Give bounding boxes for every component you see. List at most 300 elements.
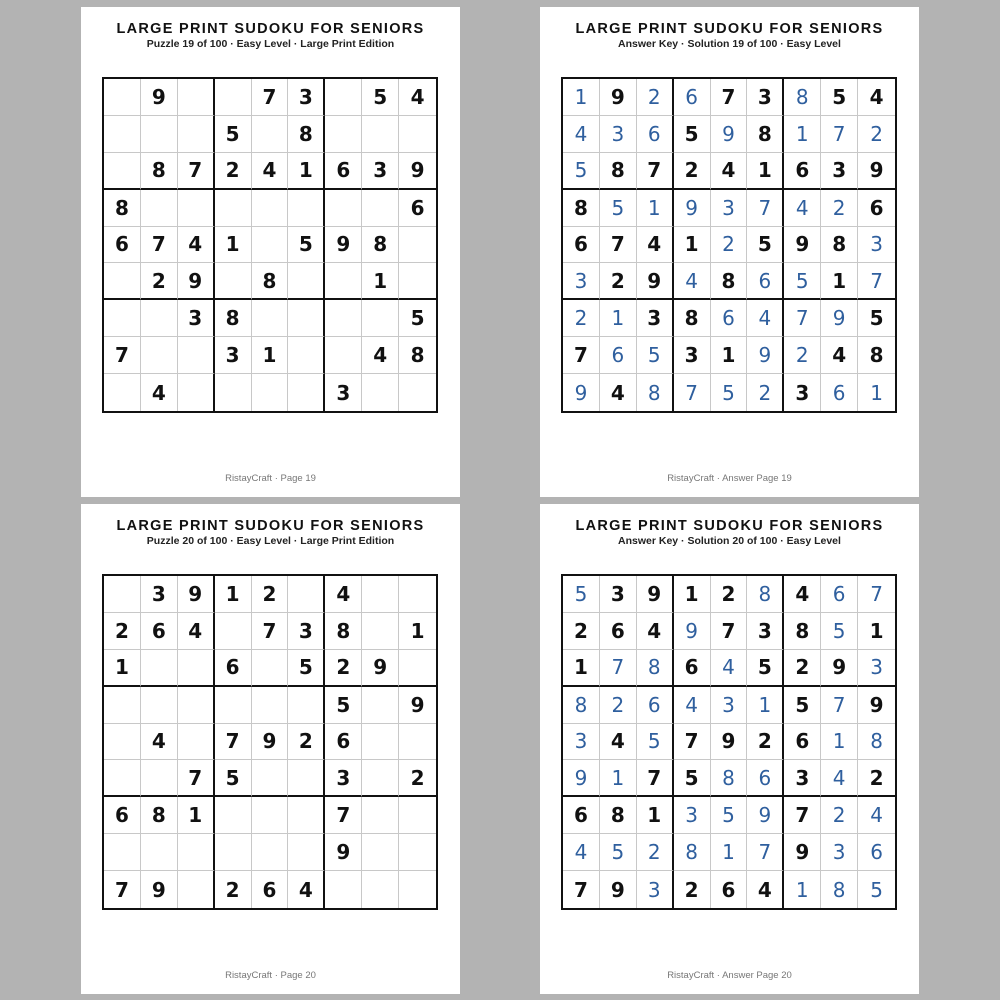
page-title: LARGE PRINT SUDOKU FOR SENIORS [116, 518, 425, 534]
sudoku-cell: 8 [747, 576, 784, 613]
puzzle-page-19 [81, 7, 460, 497]
sudoku-cell: 7 [821, 687, 858, 724]
sudoku-cell [399, 374, 436, 411]
sudoku-cell: 1 [784, 871, 821, 908]
sudoku-cell [399, 724, 436, 761]
sudoku-cell: 7 [711, 79, 748, 116]
sudoku-cell [141, 190, 178, 227]
sudoku-cell [399, 263, 436, 300]
sudoku-cell: 9 [399, 153, 436, 190]
sudoku-cell [178, 337, 215, 374]
sudoku-cell [141, 650, 178, 687]
sudoku-cell [252, 374, 289, 411]
sudoku-cell: 9 [325, 834, 362, 871]
sudoku-cell: 9 [711, 724, 748, 761]
sudoku-grid [561, 77, 897, 413]
sudoku-cell: 9 [637, 263, 674, 300]
sudoku-cell [325, 300, 362, 337]
sudoku-cell: 3 [288, 613, 325, 650]
sudoku-cell: 7 [252, 79, 289, 116]
sudoku-cell: 4 [325, 576, 362, 613]
sudoku-cell [252, 687, 289, 724]
sudoku-cell: 4 [711, 153, 748, 190]
sudoku-cell: 1 [104, 650, 141, 687]
sudoku-cell [325, 190, 362, 227]
page-title: LARGE PRINT SUDOKU FOR SENIORS [575, 518, 884, 534]
sudoku-cell: 3 [858, 227, 895, 264]
sudoku-cell: 5 [563, 576, 600, 613]
sudoku-cell: 1 [711, 834, 748, 871]
sudoku-cell: 4 [784, 576, 821, 613]
sudoku-cell [252, 116, 289, 153]
sudoku-cell: 4 [637, 613, 674, 650]
sudoku-cell: 1 [821, 263, 858, 300]
sudoku-cell: 1 [252, 337, 289, 374]
sudoku-cell: 1 [215, 576, 252, 613]
sudoku-cell [178, 190, 215, 227]
sudoku-cell: 3 [362, 153, 399, 190]
sudoku-cell: 3 [747, 613, 784, 650]
sudoku-cell: 3 [784, 374, 821, 411]
sudoku-cell: 4 [858, 79, 895, 116]
sudoku-cell [362, 834, 399, 871]
sudoku-cell: 7 [711, 613, 748, 650]
sudoku-cell: 6 [104, 797, 141, 834]
sudoku-cell [362, 576, 399, 613]
sudoku-cell [399, 871, 436, 908]
sudoku-cell: 5 [674, 116, 711, 153]
sudoku-cell: 2 [711, 227, 748, 264]
sudoku-cell: 2 [747, 724, 784, 761]
sudoku-cell: 9 [362, 650, 399, 687]
sudoku-cell [288, 337, 325, 374]
sudoku-cell [178, 79, 215, 116]
sudoku-cell: 7 [215, 724, 252, 761]
sudoku-cell [399, 576, 436, 613]
sudoku-cell [362, 300, 399, 337]
sudoku-cell: 9 [325, 227, 362, 264]
sudoku-cell: 3 [563, 263, 600, 300]
sudoku-cell [288, 760, 325, 797]
sudoku-cell: 9 [747, 797, 784, 834]
sudoku-cell [104, 263, 141, 300]
sudoku-cell: 2 [288, 724, 325, 761]
sudoku-cell [288, 687, 325, 724]
sudoku-cell: 9 [821, 300, 858, 337]
sudoku-cell: 6 [858, 190, 895, 227]
sudoku-cell [362, 374, 399, 411]
sudoku-cell: 6 [821, 576, 858, 613]
sudoku-cell: 3 [711, 190, 748, 227]
sudoku-cell: 8 [711, 760, 748, 797]
sudoku-cell: 1 [674, 576, 711, 613]
sudoku-cell: 7 [104, 871, 141, 908]
sudoku-cell [325, 263, 362, 300]
sudoku-cell [215, 613, 252, 650]
sudoku-cell: 6 [821, 374, 858, 411]
sudoku-cell [362, 797, 399, 834]
sudoku-cell: 5 [747, 227, 784, 264]
sudoku-cell [362, 116, 399, 153]
sudoku-cell: 3 [141, 576, 178, 613]
page-title: LARGE PRINT SUDOKU FOR SENIORS [116, 21, 425, 37]
sudoku-cell: 8 [858, 337, 895, 374]
sudoku-cell: 3 [747, 79, 784, 116]
sudoku-cell [252, 834, 289, 871]
sudoku-cell: 5 [784, 263, 821, 300]
sudoku-cell [252, 797, 289, 834]
sudoku-cell: 5 [858, 300, 895, 337]
sudoku-cell: 2 [858, 116, 895, 153]
sudoku-cell [325, 116, 362, 153]
sudoku-cell [399, 227, 436, 264]
sudoku-cell: 5 [325, 687, 362, 724]
sudoku-cell: 9 [674, 613, 711, 650]
sudoku-cell: 4 [674, 687, 711, 724]
sudoku-cell: 2 [747, 374, 784, 411]
sudoku-cell: 5 [600, 190, 637, 227]
sudoku-cell: 8 [362, 227, 399, 264]
sudoku-cell: 5 [215, 760, 252, 797]
sudoku-cell: 3 [637, 871, 674, 908]
sudoku-cell: 4 [288, 871, 325, 908]
sudoku-cell: 4 [821, 760, 858, 797]
sudoku-cell: 3 [215, 337, 252, 374]
sudoku-cell: 8 [784, 79, 821, 116]
sudoku-cell [104, 724, 141, 761]
sudoku-cell [104, 79, 141, 116]
sudoku-cell: 9 [563, 760, 600, 797]
sudoku-cell: 8 [288, 116, 325, 153]
sudoku-cell: 7 [674, 724, 711, 761]
sudoku-cell [288, 190, 325, 227]
sudoku-cell: 6 [325, 724, 362, 761]
sudoku-cell: 6 [141, 613, 178, 650]
sudoku-cell: 5 [747, 650, 784, 687]
sudoku-cell: 4 [747, 871, 784, 908]
sudoku-cell [288, 263, 325, 300]
sudoku-cell: 4 [821, 337, 858, 374]
sudoku-cell: 5 [399, 300, 436, 337]
sudoku-cell [104, 153, 141, 190]
sudoku-cell: 1 [637, 797, 674, 834]
sudoku-cell: 4 [600, 374, 637, 411]
sudoku-cell: 8 [141, 153, 178, 190]
sudoku-cell: 8 [674, 300, 711, 337]
sudoku-cell [288, 576, 325, 613]
sudoku-cell: 8 [141, 797, 178, 834]
sudoku-cell [141, 834, 178, 871]
sudoku-cell: 9 [600, 79, 637, 116]
sudoku-cell [178, 834, 215, 871]
sudoku-cell: 3 [563, 724, 600, 761]
sudoku-cell: 5 [563, 153, 600, 190]
sudoku-cell [215, 834, 252, 871]
sudoku-cell: 5 [870, 877, 883, 902]
sudoku-cell: 9 [178, 576, 215, 613]
sudoku-cell: 1 [215, 227, 252, 264]
sudoku-cell [362, 613, 399, 650]
sudoku-cell: 9 [711, 116, 748, 153]
sudoku-cell: 5 [288, 650, 325, 687]
sudoku-cell [362, 871, 399, 908]
sudoku-cell: 1 [563, 79, 600, 116]
sudoku-cell: 2 [600, 263, 637, 300]
sudoku-cell: 2 [563, 613, 600, 650]
sudoku-cell: 5 [637, 724, 674, 761]
sudoku-cell: 1 [711, 337, 748, 374]
sudoku-cell: 5 [821, 79, 858, 116]
sudoku-cell: 9 [252, 724, 289, 761]
sudoku-cell: 1 [784, 116, 821, 153]
sudoku-cell: 7 [821, 116, 858, 153]
sudoku-cell [178, 374, 215, 411]
sudoku-cell: 6 [784, 724, 821, 761]
sudoku-cell: 7 [141, 227, 178, 264]
sudoku-cell: 8 [637, 374, 674, 411]
sudoku-cell: 1 [600, 300, 637, 337]
sudoku-cell: 8 [252, 263, 289, 300]
sudoku-cell: 5 [711, 374, 748, 411]
sudoku-cell [325, 871, 362, 908]
sudoku-cell: 8 [563, 687, 600, 724]
sudoku-cell [141, 687, 178, 724]
sudoku-cell [215, 797, 252, 834]
sudoku-cell [362, 760, 399, 797]
sudoku-cell: 5 [674, 760, 711, 797]
sudoku-cell: 7 [858, 576, 895, 613]
sudoku-cell: 6 [747, 263, 784, 300]
sudoku-grid [561, 574, 897, 910]
sudoku-cell: 7 [563, 337, 600, 374]
sudoku-cell: 3 [674, 797, 711, 834]
sudoku-cell: 9 [141, 79, 178, 116]
sudoku-cell: 9 [141, 871, 178, 908]
sudoku-cell [362, 724, 399, 761]
sudoku-cell: 8 [637, 650, 674, 687]
sudoku-cell: 5 [784, 687, 821, 724]
sudoku-cell: 5 [711, 797, 748, 834]
sudoku-cell: 3 [711, 687, 748, 724]
sudoku-cell: 2 [821, 190, 858, 227]
sudoku-cell [141, 760, 178, 797]
sudoku-cell: 3 [821, 834, 858, 871]
sudoku-cell [215, 79, 252, 116]
sudoku-cell: 8 [104, 190, 141, 227]
sudoku-cell [178, 116, 215, 153]
sudoku-cell: 8 [747, 116, 784, 153]
sudoku-cell: 5 [362, 79, 399, 116]
sudoku-cell: 9 [674, 190, 711, 227]
sudoku-cell: 4 [252, 153, 289, 190]
sudoku-cell: 5 [821, 613, 858, 650]
answer-page-20 [540, 504, 919, 994]
sudoku-cell: 1 [600, 760, 637, 797]
sudoku-cell: 4 [399, 79, 436, 116]
sudoku-cell: 7 [178, 760, 215, 797]
sudoku-cell: 8 [674, 834, 711, 871]
sudoku-cell [104, 834, 141, 871]
sudoku-cell: 7 [674, 374, 711, 411]
sudoku-cell [288, 834, 325, 871]
sudoku-cell: 4 [711, 650, 748, 687]
sudoku-cell: 3 [178, 300, 215, 337]
sudoku-cell [325, 79, 362, 116]
sudoku-cell: 5 [288, 227, 325, 264]
sudoku-cell [104, 760, 141, 797]
sudoku-grid [102, 77, 438, 413]
sudoku-cell: 2 [252, 576, 289, 613]
sudoku-cell: 1 [747, 687, 784, 724]
sudoku-cell: 7 [858, 263, 895, 300]
sudoku-cell: 2 [674, 153, 711, 190]
sudoku-cell: 5 [637, 337, 674, 374]
sudoku-cell [141, 337, 178, 374]
sudoku-cell: 2 [637, 79, 674, 116]
sudoku-cell: 7 [747, 834, 784, 871]
sudoku-cell [252, 760, 289, 797]
sudoku-cell [141, 116, 178, 153]
sudoku-cell: 1 [362, 263, 399, 300]
page-footer: RistayCraft · Page 20 [225, 970, 316, 981]
sudoku-cell: 6 [215, 650, 252, 687]
sudoku-cell: 1 [870, 380, 883, 405]
sudoku-cell: 6 [252, 871, 289, 908]
sudoku-cell: 7 [178, 153, 215, 190]
sudoku-cell: 7 [784, 797, 821, 834]
sudoku-cell: 9 [821, 650, 858, 687]
sudoku-cell: 6 [858, 834, 895, 871]
sudoku-cell: 2 [821, 797, 858, 834]
sudoku-cell: 8 [711, 263, 748, 300]
sudoku-cell: 6 [784, 153, 821, 190]
sudoku-cell: 9 [858, 687, 895, 724]
sudoku-cell: 9 [600, 871, 637, 908]
sudoku-cell: 6 [600, 337, 637, 374]
sudoku-cell: 6 [711, 300, 748, 337]
sudoku-cell: 7 [252, 613, 289, 650]
sudoku-cell [362, 687, 399, 724]
sudoku-cell: 4 [674, 263, 711, 300]
sudoku-cell [288, 374, 325, 411]
sudoku-cell [252, 190, 289, 227]
sudoku-cell: 3 [637, 300, 674, 337]
sudoku-cell: 8 [600, 797, 637, 834]
sudoku-cell: 3 [858, 650, 895, 687]
sudoku-cell [178, 650, 215, 687]
sudoku-cell: 9 [747, 337, 784, 374]
sudoku-cell [399, 116, 436, 153]
sudoku-cell [215, 263, 252, 300]
sudoku-cell [399, 834, 436, 871]
sudoku-cell: 6 [563, 227, 600, 264]
page-footer: RistayCraft · Answer Page 20 [667, 970, 792, 981]
puzzle-page-20 [81, 504, 460, 994]
sudoku-cell: 3 [325, 374, 362, 411]
page-subtitle: Answer Key · Solution 20 of 100 · Easy Level [618, 535, 841, 547]
sudoku-cell: 6 [600, 613, 637, 650]
sudoku-cell: 1 [637, 190, 674, 227]
sudoku-cell: 3 [821, 153, 858, 190]
page-title: LARGE PRINT SUDOKU FOR SENIORS [575, 21, 884, 37]
sudoku-cell: 7 [563, 871, 600, 908]
page-footer: RistayCraft · Page 19 [225, 473, 316, 484]
sudoku-cell: 8 [858, 724, 895, 761]
sudoku-cell: 2 [215, 871, 252, 908]
page-footer: RistayCraft · Answer Page 19 [667, 473, 792, 484]
sudoku-cell [178, 687, 215, 724]
sudoku-cell: 8 [784, 613, 821, 650]
sudoku-grid [102, 574, 438, 910]
sudoku-cell: 2 [637, 834, 674, 871]
sudoku-cell: 6 [563, 797, 600, 834]
sudoku-cell: 8 [325, 613, 362, 650]
sudoku-cell: 9 [784, 834, 821, 871]
sudoku-cell [362, 190, 399, 227]
sudoku-cell: 4 [600, 724, 637, 761]
sudoku-cell: 8 [399, 337, 436, 374]
sudoku-cell: 7 [747, 190, 784, 227]
sudoku-cell: 4 [178, 227, 215, 264]
sudoku-cell [178, 724, 215, 761]
sudoku-cell: 2 [674, 871, 711, 908]
sudoku-cell: 3 [600, 116, 637, 153]
sudoku-cell [399, 650, 436, 687]
sudoku-cell: 2 [711, 576, 748, 613]
sudoku-cell: 4 [563, 834, 600, 871]
sudoku-cell: 1 [288, 153, 325, 190]
sudoku-cell: 3 [674, 337, 711, 374]
sudoku-cell: 2 [858, 760, 895, 797]
sudoku-cell: 6 [747, 760, 784, 797]
sudoku-cell: 1 [821, 724, 858, 761]
sudoku-cell: 6 [325, 153, 362, 190]
sudoku-cell: 4 [141, 724, 178, 761]
page-subtitle: Puzzle 20 of 100 · Easy Level · Large Print Edition [146, 535, 395, 547]
sudoku-cell: 2 [784, 650, 821, 687]
sudoku-cell: 2 [600, 687, 637, 724]
sudoku-cell: 1 [563, 650, 600, 687]
sudoku-cell: 2 [399, 760, 436, 797]
page-subtitle: Puzzle 19 of 100 · Easy Level · Large Print Edition [146, 38, 395, 50]
sudoku-cell [215, 687, 252, 724]
sudoku-cell: 3 [325, 760, 362, 797]
sudoku-cell [252, 650, 289, 687]
sudoku-cell: 2 [215, 153, 252, 190]
sudoku-cell: 7 [600, 650, 637, 687]
sudoku-cell: 9 [637, 576, 674, 613]
sudoku-cell: 1 [399, 613, 436, 650]
sudoku-cell: 7 [784, 300, 821, 337]
page-subtitle: Answer Key · Solution 19 of 100 · Easy Level [618, 38, 841, 50]
sudoku-cell: 5 [600, 834, 637, 871]
sudoku-cell: 3 [784, 760, 821, 797]
sudoku-cell: 6 [674, 79, 711, 116]
sudoku-cell: 1 [858, 613, 895, 650]
sudoku-cell [104, 116, 141, 153]
sudoku-cell: 4 [362, 337, 399, 374]
sudoku-cell: 7 [325, 797, 362, 834]
sudoku-cell: 9 [178, 263, 215, 300]
sudoku-cell: 4 [858, 797, 895, 834]
sudoku-cell: 1 [178, 797, 215, 834]
sudoku-cell: 7 [637, 153, 674, 190]
sudoku-cell: 4 [637, 227, 674, 264]
sudoku-cell [178, 871, 215, 908]
sudoku-cell: 3 [600, 576, 637, 613]
sudoku-cell [104, 576, 141, 613]
sudoku-cell [215, 374, 252, 411]
